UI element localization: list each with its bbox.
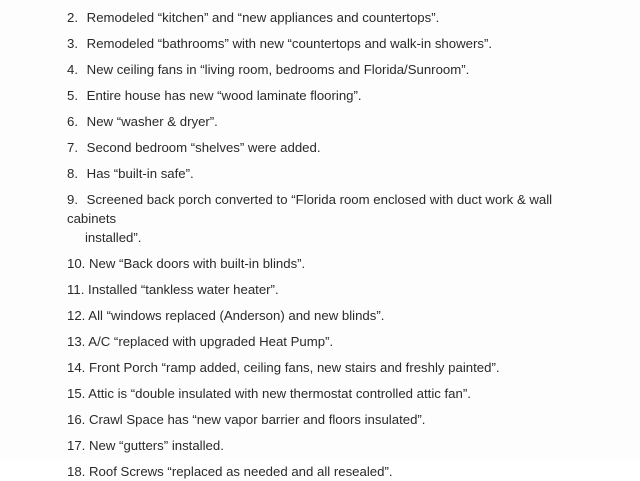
- item-text: New “Back doors with built-in blinds”.: [89, 256, 306, 271]
- item-number: 6.: [67, 114, 78, 129]
- list-item: [67, 384, 587, 403]
- list-item: [67, 332, 587, 351]
- list-item: [67, 86, 587, 105]
- list-item: [67, 60, 587, 79]
- item-number: 12.: [67, 308, 86, 323]
- item-text: All “windows replaced (Anderson) and new blinds”.: [88, 308, 385, 323]
- item-number: 16.: [67, 412, 86, 427]
- item-number: 8.: [67, 166, 78, 181]
- item-text: Second bedroom “shelves” were added.: [86, 140, 321, 155]
- list-item: [67, 164, 587, 183]
- item-text-continuation: installed”.: [85, 230, 142, 245]
- item-number: 7.: [67, 140, 78, 155]
- item-number: 18.: [67, 464, 86, 479]
- item-number: 13.: [67, 334, 86, 349]
- item-text: Attic is “double insulated with new thermostat controlled attic fan”.: [88, 386, 471, 401]
- item-number: 10.: [67, 256, 86, 271]
- item-text: Roof Screws “replaced as needed and all resealed”.: [89, 464, 393, 479]
- item-number: 3.: [67, 36, 78, 51]
- item-text: Remodeled “bathrooms” with new “countertops and walk-in showers”.: [86, 36, 493, 51]
- item-number: 4.: [67, 62, 78, 77]
- item-number: 2.: [67, 10, 78, 25]
- item-text: New “gutters” installed.: [89, 438, 224, 453]
- item-number: 11.: [67, 282, 85, 297]
- item-number: 5.: [67, 88, 78, 103]
- list-item: [67, 280, 587, 299]
- item-number: 15.: [67, 386, 86, 401]
- list-item: [67, 8, 587, 27]
- list-item: [67, 112, 587, 131]
- item-text: Screened back porch converted to “Florida room enclosed with duct work & wall cabinets: [67, 192, 553, 226]
- improvements-list: [67, 8, 587, 481]
- item-text: Installed “tankless water heater”.: [88, 282, 279, 297]
- list-item: [67, 462, 587, 481]
- item-number: 14.: [67, 360, 86, 375]
- list-item: [67, 138, 587, 157]
- item-text: Has “built-in safe”.: [86, 166, 194, 181]
- item-text: New “washer & dryer”.: [86, 114, 218, 129]
- item-text: New ceiling fans in “living room, bedrooms and Florida/Sunroom”.: [86, 62, 470, 77]
- list-item: [67, 410, 587, 429]
- list-item: [67, 34, 587, 53]
- item-number: 9.: [67, 192, 78, 207]
- list-item: [67, 306, 587, 325]
- list-item: [67, 254, 587, 273]
- item-text: Crawl Space has “new vapor barrier and floors insulated”.: [89, 412, 426, 427]
- item-text: Entire house has new “wood laminate flooring”.: [86, 88, 362, 103]
- item-text: Front Porch “ramp added, ceiling fans, new stairs and freshly painted”.: [89, 360, 500, 375]
- list-item: [67, 190, 587, 247]
- item-text: Remodeled “kitchen” and “new appliances and countertops”.: [86, 10, 440, 25]
- item-number: 17.: [67, 438, 86, 453]
- list-item: [67, 436, 587, 455]
- item-text: A/C “replaced with upgraded Heat Pump”.: [88, 334, 334, 349]
- list-item: [67, 358, 587, 377]
